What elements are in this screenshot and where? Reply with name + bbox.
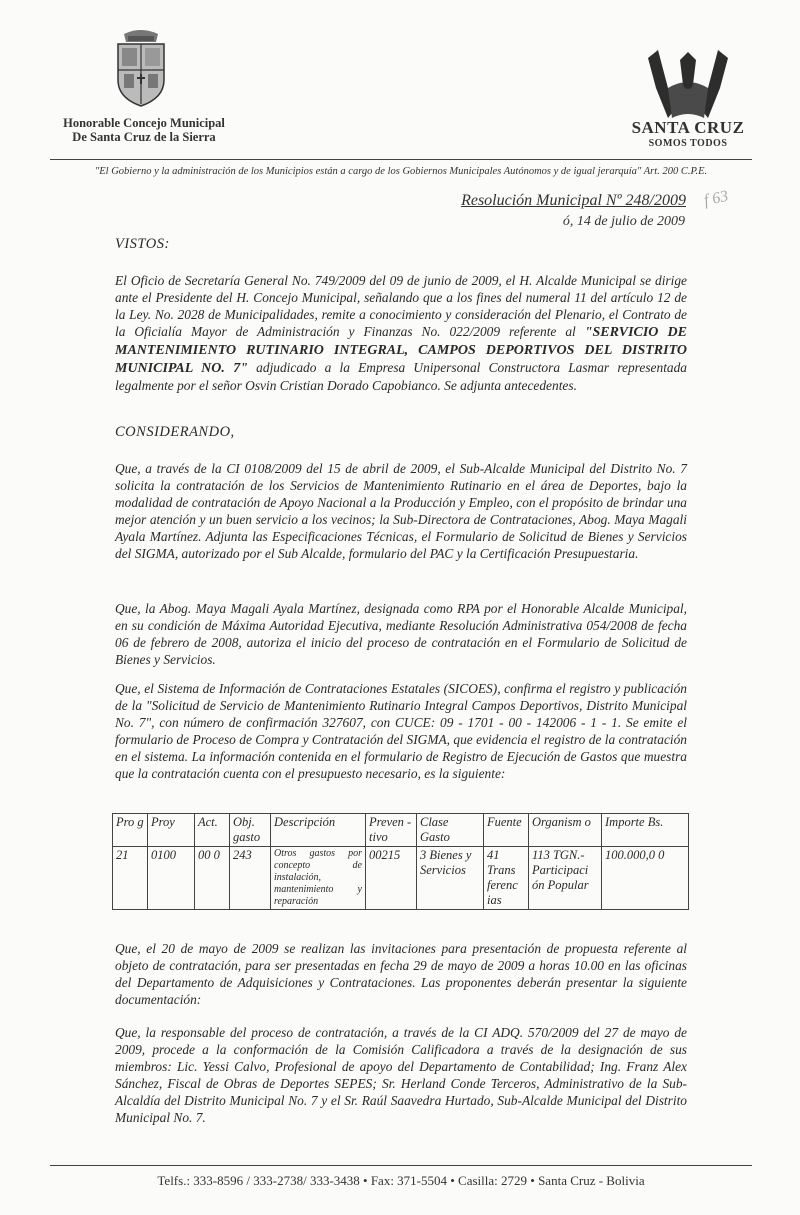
table-header-cell: Preven -tivo [366, 814, 417, 847]
table-header-cell: Act. [195, 814, 230, 847]
table-header-row [113, 814, 689, 847]
footer-contact: Telfs.: 333-8596 / 333-2738/ 333-3438 • Fax: 371-5504 • Casilla: 2729 • Santa Cruz - Bolivia [157, 1173, 645, 1188]
resolution-date: ó, 14 de julio de 2009 [562, 214, 685, 229]
table-header-cell: Proy [148, 814, 195, 847]
table-cell: Otros gastos por concepto de instalación, mantenimiento y reparación [271, 847, 366, 910]
logo-title: SANTA CRUZ [631, 118, 745, 137]
council-name [44, 116, 244, 144]
budget-table [112, 813, 689, 910]
vistos-service-name: "SERVICIO DE MANTENIMIENTO RUTINARIO INTEGRAL, CAMPOS DEPORTIVOS DEL DISTRITO MUNICIPAL NO. 7" [115, 325, 687, 376]
table-cell: 21 [113, 847, 148, 910]
vistos-heading: VISTOS: [115, 236, 170, 252]
logo-subtitle: SOMOS TODOS [648, 138, 728, 149]
vistos-paragraph [115, 272, 687, 394]
table-cell: 243 [230, 847, 271, 910]
table-header-cell: Importe Bs. [602, 814, 689, 847]
council-line-2: De Santa Cruz de la Sierra [72, 130, 216, 144]
table-cell: 3 Bienes y Servicios [417, 847, 484, 910]
table-cell: 00 0 [195, 847, 230, 910]
resolution-title: Resolución Municipal Nº 248/2009 [461, 192, 686, 209]
table-cell: 00215 [366, 847, 417, 910]
vistos-text-end: adjudicado a la Empresa Unipersonal Constructora Lasmar representada legalmente por el señor Osvin Cristian Dorado Capobianco. Se adjunta antecedentes. [115, 360, 687, 393]
considerando-paragraph-1: Que, a través de la CI 0108/2009 del 15 de abril de 2009, el Sub-Alcalde Municipal del Distrito No. 7 solicita la contratación de los Servicios de Mantenimiento Rutinario en el área de Deportes, bajo la modalidad de contratación de Apoyo Nacional a la Producción y Empleo, con el propósito de brindar una mejor atención y un buen servicio a los vecinos; la Sub-Directora de Contrataciones, Abog. Maya Magali Ayala Martínez. Adjunta las Especificaciones Técnicas, el Formulario de Solicitud de Bienes y Servicios del SIGMA, autorizado por el Sub Alcalde, formulario del PAC y la Certificación Presupuestaria. [115, 461, 687, 561]
considerando-paragraph-4: Que, el 20 de mayo de 2009 se realizan las invitaciones para presentación de propuesta referente al objeto de contratación, para ser presentadas en fecha 29 de mayo de 2009 a horas 10.00 en las oficinas del Departamento de Adquisiciones y Contrataciones. Las proponentes deberán presentar la siguiente documentación: [115, 941, 687, 1007]
council-line-1: Honorable Concejo Municipal [63, 116, 225, 130]
vistos-text-start: El Oficio de Secretaría General No. 749/2009 del 09 de junio de 2009, el H. Alcalde Municipal se dirige ante el Presidente del H. Concejo Municipal, señalando que a los fines del numeral 11 del artículo 12 de la Ley. No. 2028 de Municipalidades, remite a conocimiento y consideración del Plenario, el Contrato de la Oficialía Mayor de Administración y Finanzas No. 022/2009 referente al [115, 273, 687, 339]
handwritten-annotation: f 63 [702, 187, 730, 210]
table-cell: 100.000,0 0 [602, 847, 689, 910]
considerando-paragraph-5: Que, la responsable del proceso de contratación, a través de la CI ADQ. 570/2009 del 27 de mayo de 2009, procede a la conformación de la Comisión Calificadora a través de la designación de sus miembros: Lic. Yessi Calvo, Profesional de apoyo del Departamento de Contabilidad; Ing. Franz Alex Sánchez, Fiscal de Obras de Deportes SEPES; Sr. Herland Conde Terceros, Administrativo de la Sub-Alcaldía del Distrito Municipal No. 7 y el Sr. Raúl Saavedra Hurtado, Sub-Alcalde Municipal del Distrito Municipal No. 7. [115, 1025, 687, 1125]
table-header-cell: Obj. gasto [230, 814, 271, 847]
table-header-cell: Fuente [484, 814, 529, 847]
table-cell: 113 TGN.- Participaci ón Popular [529, 847, 602, 910]
constitution-quote: "El Gobierno y la administración de los Municipios están a cargo de los Gobiernos Municipales Autónomos y de igual jerarquía" Art. 200 C.P.E. [94, 166, 708, 177]
table-cell: 41 Trans ferenc ias [484, 847, 529, 910]
considerando-paragraph-3: Que, el Sistema de Información de Contrataciones Estatales (SICOES), confirma el registro y publicación de la "Solicitud de Servicio de Mantenimiento Rutinario Integral Campos Deportivos, Distrito Municipal No. 7", con número de confirmación 327607, con CUCE: 09 - 1701 - 00 - 142006 - 1 - 1. Se emite el formulario de Proceso de Compra y Contratación del SIGMA, que evidencia el registro de la contratación en el sistema. La información contenida en el formulario de Registro de Ejecución de Gastos que muestra que la contratación cuenta con el presupuesto necesario, es la siguiente: [115, 681, 687, 781]
table-row [113, 847, 689, 910]
header-divider [50, 159, 752, 160]
table-header-cell: Pro g [113, 814, 148, 847]
table-header-cell: Descripción [271, 814, 366, 847]
considerando-paragraph-2: Que, la Abog. Maya Magali Ayala Martínez, designada como RPA por el Honorable Alcalde Municipal, en su condición de Máxima Autoridad Ejecutiva, mediante Resolución Administrativa 054/2008 de fecha 06 de febrero de 2008, autoriza el inicio del proceso de contratación en el Formulario de Solicitud de Bienes y Servicios. [115, 601, 687, 667]
table-cell: 0100 [148, 847, 195, 910]
table-header-cell: Clase Gasto [417, 814, 484, 847]
footer-divider [50, 1165, 752, 1166]
coat-of-arms-icon [110, 28, 172, 108]
considerando-heading: CONSIDERANDO, [115, 424, 235, 440]
table-header-cell: Organism o [529, 814, 602, 847]
